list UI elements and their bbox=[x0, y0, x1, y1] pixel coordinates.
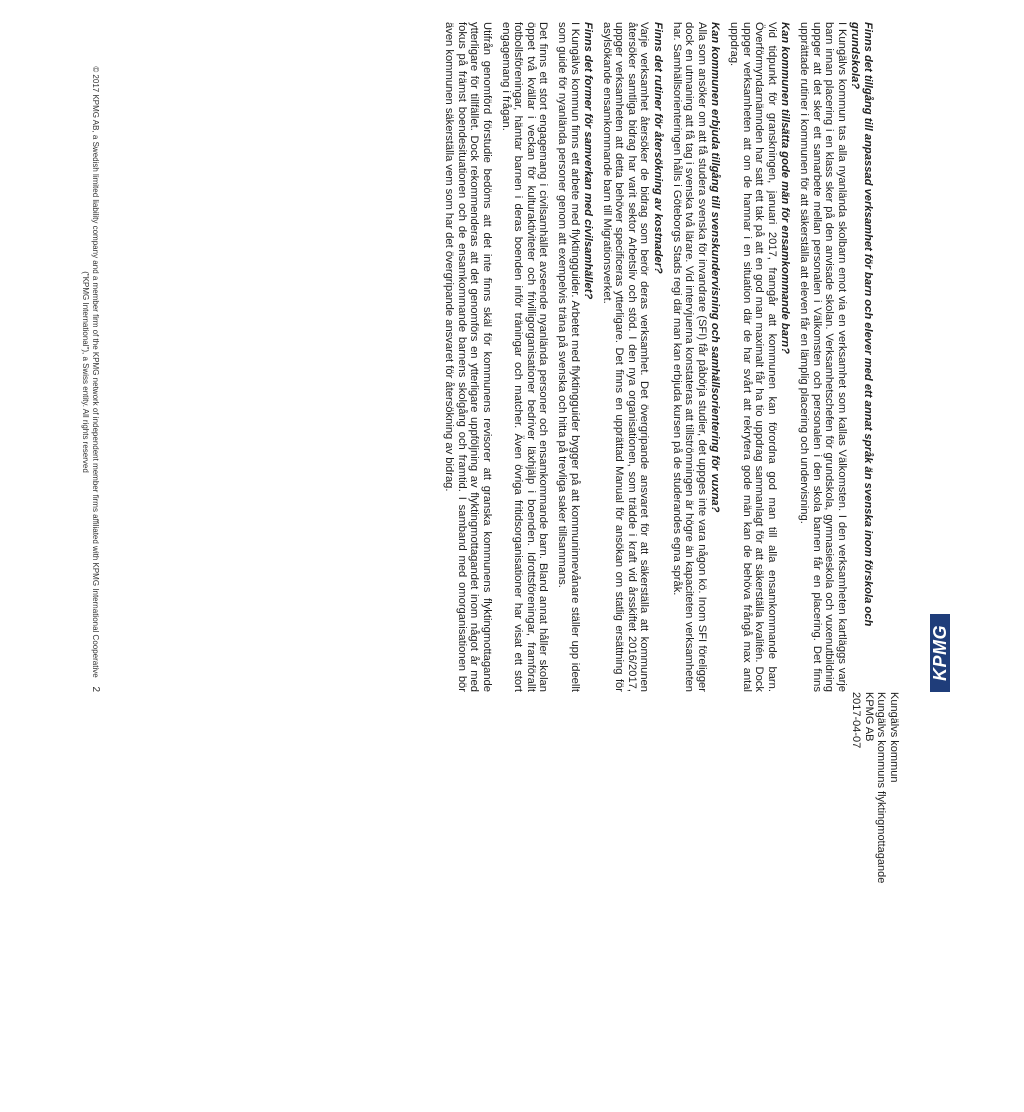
section-paragraph: Utifrån genomförd förstudie bedöms att det inte finns skäl för kommunens revisorer att granska kommunens flyktingmottagande ytterligare för tillfället. Dock rekommenderas att det genomförs en ytterligare uppföljning av flyktingmottagandet inom något år med fokus på främst boendesituationen och de ensamkommande barnens skolgång och framtid. I samband med omorganisationen bör även kommunen säkerställa vem som har det övergripande ansvaret för återsökning av bidrag. bbox=[443, 22, 493, 692]
section-paragraph: Varje verksamhet återsöker de bidrag som berör deras verksamhet. Det övergripande ansvaret för att säkerställa att kommunen återsöker samtliga bidrag har varit sektor Arbetsliv och stöd. I den nya organisationen, som trädde i kraft vid årsskiftet 2016/2017, uppger verksamheten att detta behöver specificeras ytterligare. Det finns en upprättad Manual för ansökan om statlig ersättning för asylsökande ensamkommande barn till Migrationsverket. bbox=[600, 22, 651, 692]
page-number: 2 bbox=[90, 686, 101, 692]
header-line: 2017-04-07 bbox=[850, 692, 863, 749]
section-paragraph: Vid tidpunkt för granskningen, januari 2017, framgår att kommunen kan förordna god man till alla ensamkommande barn. Överförmyndarnämnden har satt ett tak på att en god man maximalt får ha tio uppdrag sammanlagt för att säkerställa kvalitén. Dock uppger verksamheten att om de hamnar i en situation där de har svårt att rekrytera gode män kan de behöva frångå max antal uppdrag. bbox=[728, 22, 778, 692]
document-footer bbox=[60, 52, 100, 692]
section-paragraph: Alla som ansöker om att få studera svenska för invandrare (SFI) får påbörja studier, det uppges inte vara någon kö. Inom SFI föreligger dock en utmaning att få tag i svenska två lärare. Vid intervjuerna konstateras att tillströmningen är högre än kapaciteten verksamheten har. Samhällsorienteringen hålls i Göteborgs Stads regi där man kan erbjuda kursen på de studerandes egna språk. bbox=[670, 22, 708, 692]
footer-copyright: © 2017 KPMG AB, a Swedish limited liability company and a member firm of the KPMG network of independent member firms affiliated with KPMG International Cooperative ("KPMG International"), a Swiss entity. All rights reserved bbox=[81, 66, 100, 678]
kpmg-logo: KPMG bbox=[930, 614, 950, 692]
header-line: Kungälvs kommun bbox=[888, 692, 900, 783]
section-heading: Finns det tillgång till anpassad verksamhet för barn och elever med ett annat språk än svenska inom förskola och grundskola? bbox=[849, 22, 874, 627]
document-body bbox=[140, 22, 880, 692]
section-heading: Kan kommunen erbjuda tillgång till svenskundervisning och samhällsorientering för vuxna? bbox=[709, 22, 722, 513]
section-heading: Kan kommunen tillsätta gode män för ensamkommande barn? bbox=[779, 22, 792, 354]
section-paragraph: Det finns ett stort engagemang i civilsamhället avseende nyanlända personer och ensamkommande barn. Bland annat håller skolan öppet två kvällar i veckan för kulturaktiviteter och frivilligorganisationer bedriver läxhjälp i boenden. Idrottsföreningar, framförallt fotbollsföreningar, hämtar barnen i deras boenden inför träningar och matcher. Även övriga fritidsorganisationer har visat ett stort engagemang i frågan. bbox=[499, 22, 550, 692]
section-heading: Finns det rutiner för återsökning av kostnader? bbox=[652, 22, 665, 274]
header-line: Kungälvs kommuns flyktingmottagande bbox=[875, 692, 888, 884]
section-heading: Finns det former för samverkan med civilsamhället? bbox=[582, 22, 595, 300]
section-paragraph: I Kungälvs kommun finns ett arbete med flyktingguider. Arbetet med flyktingguider bygger på att kommuninnevånare ställer upp ideellt som guide för nyanlända personer genom att exempelvis träna på svenska och hitta på trevliga saker tillsammans. bbox=[555, 22, 581, 692]
section-paragraph: I Kungälvs kommun tas alla nyanlända skolbarn emot via en verksamhet som kallas Välkomsten. I den verksamheten kartläggs varje barn innan placering i en klass sker på den anvisade skolan. Verksamhetschefen för grundskola, gymnasieskola och vuxenutbildning uppger att det sker ett samarbete mellan personalen i Välkomsten och personalen i den skola barnen får en placering. Det finns upprättade rutiner i kommunen för att säkerställa att eleven får en lämplig placering och undervisning. bbox=[798, 22, 848, 692]
header-line: KPMG AB bbox=[863, 692, 875, 742]
document-header bbox=[850, 692, 900, 1112]
